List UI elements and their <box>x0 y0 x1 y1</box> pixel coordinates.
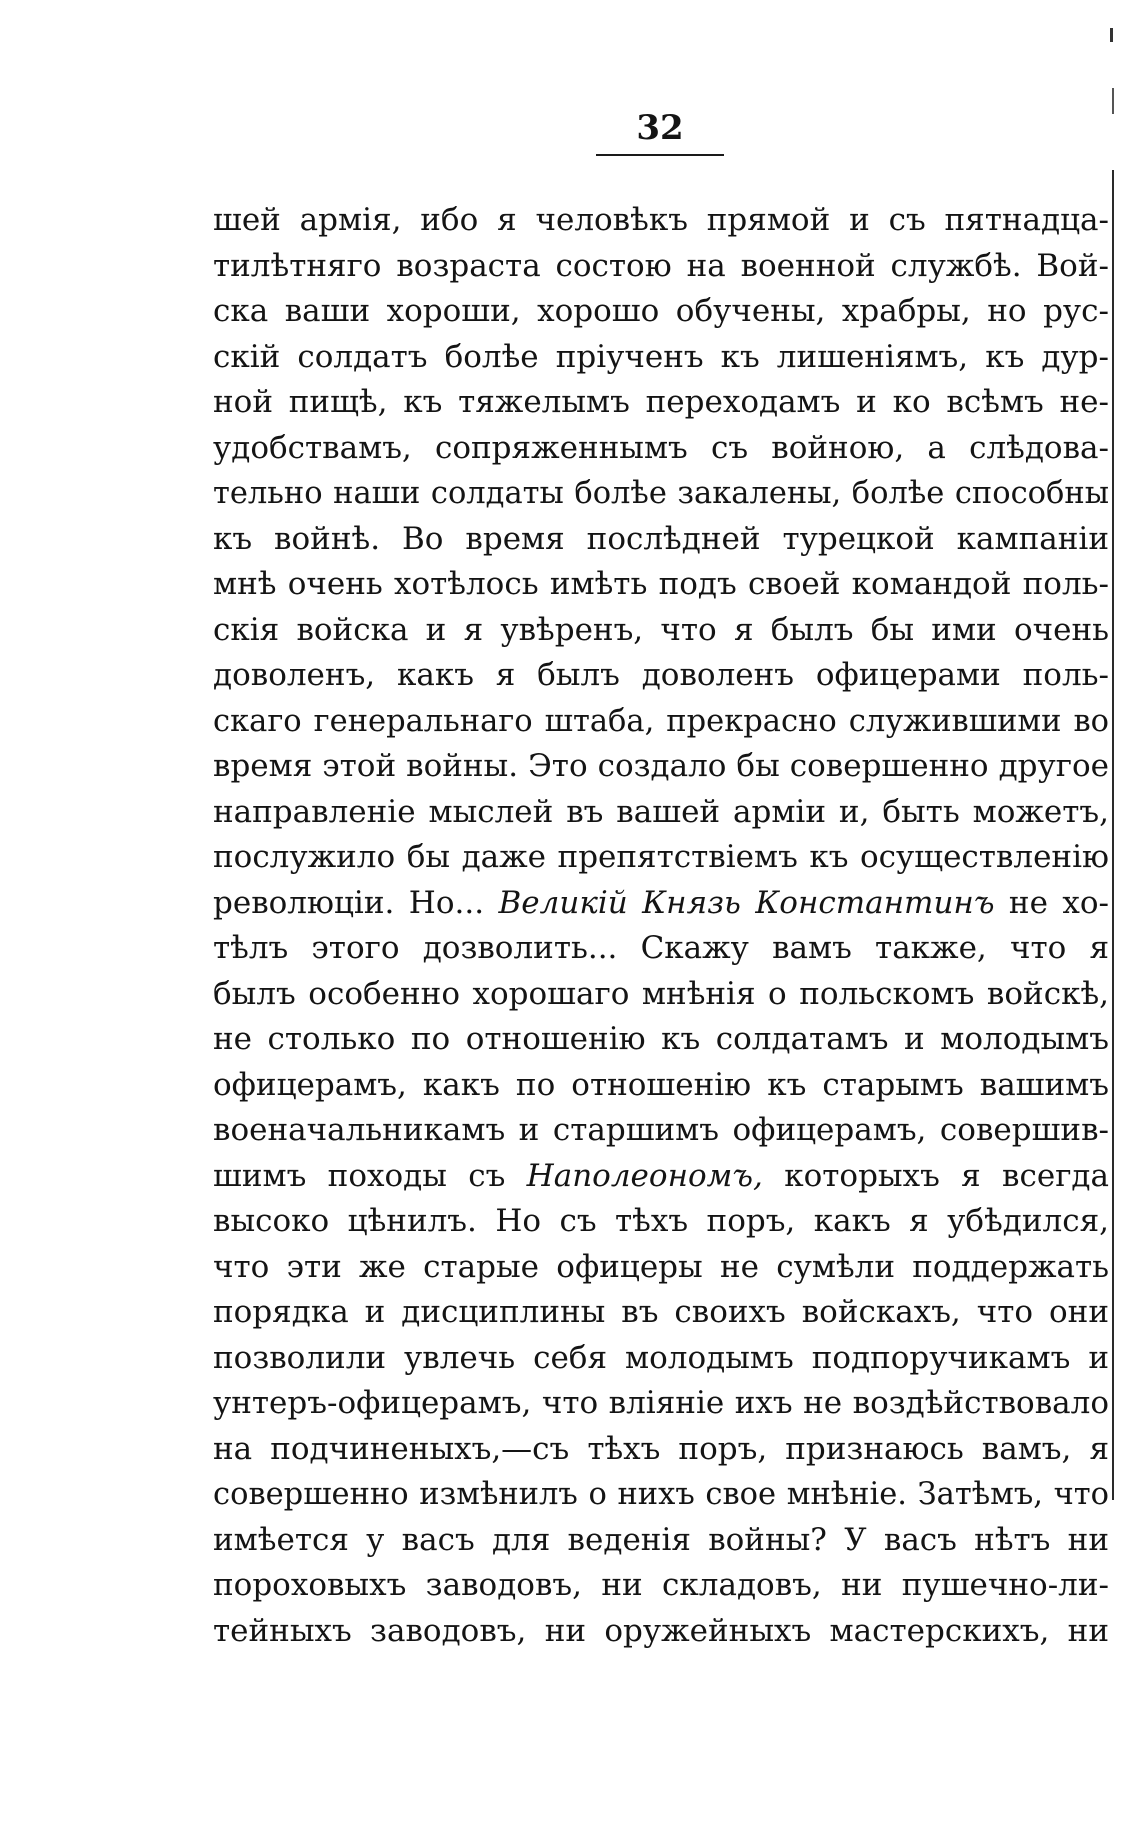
text-line: послужило бы даже препятствіемъ къ осуществленію <box>213 839 1109 875</box>
text-line: скаго генеральнаго штаба, прекрасно служившими во <box>213 703 1109 739</box>
text-line: что эти же старые офицеры не сумѣли поддержать <box>213 1248 1109 1285</box>
text-line: офицерамъ, какъ по отношенію къ старымъ вашимъ <box>213 1066 1109 1103</box>
text-line: унтеръ-офицерамъ, что вліяніе ихъ не воздѣйствовало <box>213 1385 1109 1421</box>
text-line: высоко цѣнилъ. Но съ тѣхъ поръ, какъ я убѣдился, <box>213 1203 1109 1239</box>
text-line: былъ особенно хорошаго мнѣнія о польскомъ войскѣ, <box>213 975 1109 1012</box>
text-line: тѣлъ этого дозволить... Скажу вамъ также, что я <box>213 930 1109 966</box>
italic-name: Наполеономъ, <box>526 1157 763 1194</box>
italic-name: Великій Князь Константинъ <box>498 884 995 921</box>
text-line: къ войнѣ. Во время послѣдней турецкой кампаніи <box>213 520 1109 557</box>
edge-mark <box>1110 28 1113 42</box>
edge-mark <box>1112 88 1114 114</box>
text-line: не столько по отношенію къ солдатамъ и молодымъ <box>213 1021 1109 1057</box>
header-rule <box>596 154 724 156</box>
text-line: мнѣ очень хотѣлось имѣть подъ своей командой поль- <box>213 566 1109 602</box>
text-line: ска ваши хороши, хорошо обучены, храбры, но рус- <box>213 293 1109 329</box>
text-line: тейныхъ заводовъ, ни оружейныхъ мастерскихъ, ни <box>213 1612 1109 1649</box>
text-line: совершенно измѣнилъ о нихъ свое мнѣніе. Затѣмъ, что <box>213 1477 1109 1512</box>
text-line: тельно наши солдаты болѣе закалены, болѣе способны <box>213 476 1109 511</box>
text-line: доволенъ, какъ я былъ доволенъ офицерами поль- <box>213 657 1109 693</box>
text-line: пороховыхъ заводовъ, ни складовъ, ни пушечно-ли- <box>213 1567 1109 1603</box>
text-line-mixed <box>213 1154 1109 1200</box>
text-line: удобствамъ, сопряженнымъ съ войною, а слѣдова- <box>213 429 1109 466</box>
text-line: на подчиненыхъ,—съ тѣхъ поръ, признаюсь вамъ, я <box>213 1430 1109 1467</box>
text-line: скія войска и я увѣренъ, что я былъ бы ими очень <box>213 611 1109 648</box>
text-line: ной пищѣ, къ тяжелымъ переходамъ и ко всѣмъ не- <box>213 384 1109 420</box>
text-segment: которыхъ я всегда <box>762 1157 1109 1194</box>
page-edge-rule <box>1112 170 1114 1500</box>
text-line: время этой войны. Это создало бы совершенно другое <box>213 748 1109 784</box>
text-line: тилѣтняго возраста состою на военной службѣ. Вой- <box>213 247 1109 284</box>
body-text <box>213 198 1109 1654</box>
text-line: позволили увлечь себя молодымъ подпоручикамъ и <box>213 1339 1109 1376</box>
text-line: имѣется у васъ для веденія войны? У васъ нѣтъ ни <box>213 1521 1109 1558</box>
page-number: 32 <box>636 108 684 148</box>
text-segment: не хо- <box>994 884 1109 921</box>
text-line: порядка и дисциплины въ своихъ войскахъ, что они <box>213 1294 1109 1330</box>
text-line-mixed <box>213 881 1109 927</box>
text-line: военачальникамъ и старшимъ офицерамъ, совершив- <box>213 1112 1109 1148</box>
text-segment: революціи. Но... <box>213 884 485 921</box>
text-segment: шимъ походы съ <box>213 1157 506 1194</box>
text-line: шей армія, ибо я человѣкъ прямой и съ пятнадца- <box>213 202 1109 238</box>
text-line: направленіе мыслей въ вашей арміи и, быть можетъ, <box>213 793 1109 830</box>
text-line: скій солдатъ болѣе пріученъ къ лишеніямъ, къ дур- <box>213 338 1109 375</box>
